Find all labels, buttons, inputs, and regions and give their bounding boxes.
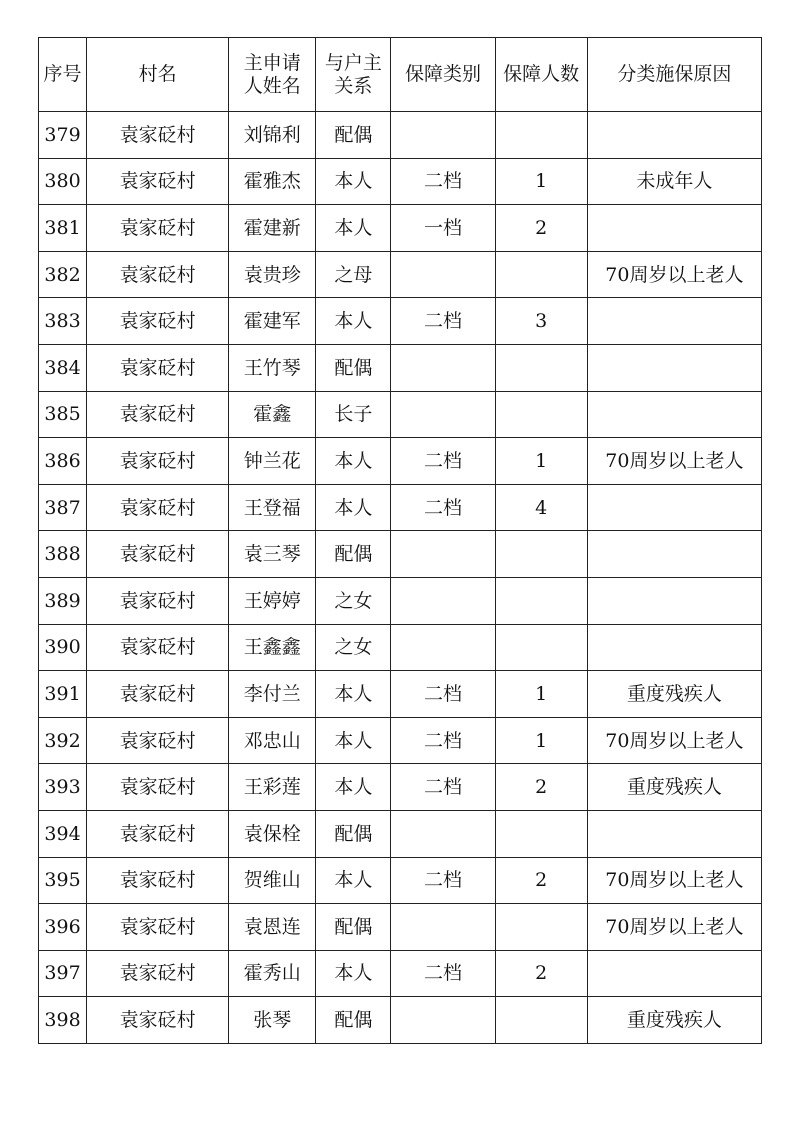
cell-category [391, 251, 495, 298]
cell-reason [587, 344, 761, 391]
cell-serial-number: 384 [39, 344, 87, 391]
header-serial-number: 序号 [39, 38, 87, 112]
cell-reason [587, 950, 761, 997]
table-row [39, 298, 762, 345]
cell-reason: 70周岁以上老人 [587, 438, 761, 485]
cell-village-name: 袁家砭村 [87, 205, 229, 252]
cell-applicant-name: 袁恩连 [229, 904, 316, 951]
cell-serial-number: 380 [39, 158, 87, 205]
cell-relation: 之女 [316, 577, 391, 624]
cell-category: 二档 [391, 438, 495, 485]
cell-category: 二档 [391, 717, 495, 764]
cell-village-name: 袁家砭村 [87, 717, 229, 764]
table-row [39, 531, 762, 578]
cell-relation: 配偶 [316, 904, 391, 951]
cell-relation: 本人 [316, 484, 391, 531]
cell-reason [587, 577, 761, 624]
cell-count: 1 [495, 717, 587, 764]
cell-reason: 重度残疾人 [587, 997, 761, 1044]
cell-reason: 70周岁以上老人 [587, 251, 761, 298]
table-row [39, 205, 762, 252]
cell-applicant-name: 霍建军 [229, 298, 316, 345]
table-row [39, 624, 762, 671]
header-category: 保障类别 [391, 38, 495, 112]
cell-village-name: 袁家砭村 [87, 251, 229, 298]
cell-category [391, 112, 495, 159]
cell-serial-number: 388 [39, 531, 87, 578]
cell-category: 二档 [391, 298, 495, 345]
header-reason: 分类施保原因 [587, 38, 761, 112]
cell-serial-number: 382 [39, 251, 87, 298]
table-row [39, 344, 762, 391]
table-row [39, 904, 762, 951]
cell-village-name: 袁家砭村 [87, 671, 229, 718]
cell-village-name: 袁家砭村 [87, 857, 229, 904]
cell-category: 一档 [391, 205, 495, 252]
table-body [39, 112, 762, 1044]
cell-relation: 配偶 [316, 531, 391, 578]
cell-serial-number: 398 [39, 997, 87, 1044]
cell-count: 1 [495, 671, 587, 718]
table-row [39, 764, 762, 811]
cell-category: 二档 [391, 671, 495, 718]
table-row [39, 158, 762, 205]
cell-count: 1 [495, 158, 587, 205]
cell-count [495, 997, 587, 1044]
cell-category [391, 577, 495, 624]
cell-serial-number: 397 [39, 950, 87, 997]
cell-applicant-name: 王彩莲 [229, 764, 316, 811]
cell-count [495, 531, 587, 578]
cell-serial-number: 385 [39, 391, 87, 438]
cell-relation: 配偶 [316, 112, 391, 159]
cell-relation: 本人 [316, 950, 391, 997]
header-village-name: 村名 [87, 38, 229, 112]
cell-relation: 之女 [316, 624, 391, 671]
cell-applicant-name: 袁保栓 [229, 810, 316, 857]
cell-village-name: 袁家砭村 [87, 904, 229, 951]
cell-relation: 配偶 [316, 344, 391, 391]
cell-applicant-name: 霍建新 [229, 205, 316, 252]
cell-category [391, 344, 495, 391]
cell-count: 3 [495, 298, 587, 345]
table-row [39, 391, 762, 438]
cell-count [495, 391, 587, 438]
cell-serial-number: 383 [39, 298, 87, 345]
cell-relation: 本人 [316, 158, 391, 205]
cell-count: 2 [495, 950, 587, 997]
cell-applicant-name: 王鑫鑫 [229, 624, 316, 671]
cell-village-name: 袁家砭村 [87, 577, 229, 624]
cell-serial-number: 394 [39, 810, 87, 857]
cell-relation: 本人 [316, 857, 391, 904]
header-count [495, 38, 587, 112]
cell-serial-number: 393 [39, 764, 87, 811]
cell-applicant-name: 张琴 [229, 997, 316, 1044]
cell-count: 4 [495, 484, 587, 531]
table-row [39, 997, 762, 1044]
cell-relation: 本人 [316, 298, 391, 345]
cell-serial-number: 396 [39, 904, 87, 951]
cell-category [391, 531, 495, 578]
cell-village-name: 袁家砭村 [87, 531, 229, 578]
cell-category: 二档 [391, 484, 495, 531]
header-row [39, 38, 762, 112]
social-assistance-table [38, 37, 762, 1044]
table-row [39, 577, 762, 624]
cell-relation: 本人 [316, 764, 391, 811]
cell-count [495, 904, 587, 951]
cell-applicant-name: 袁三琴 [229, 531, 316, 578]
cell-serial-number: 389 [39, 577, 87, 624]
cell-applicant-name: 王登福 [229, 484, 316, 531]
cell-village-name: 袁家砭村 [87, 810, 229, 857]
header-count-text: 保障人数 [503, 63, 580, 85]
header-applicant-name [229, 38, 316, 112]
cell-village-name: 袁家砭村 [87, 764, 229, 811]
cell-reason: 未成年人 [587, 158, 761, 205]
table-row [39, 112, 762, 159]
cell-relation: 长子 [316, 391, 391, 438]
cell-relation: 本人 [316, 438, 391, 485]
cell-count [495, 577, 587, 624]
table-row [39, 484, 762, 531]
cell-reason: 70周岁以上老人 [587, 857, 761, 904]
cell-category [391, 810, 495, 857]
cell-serial-number: 379 [39, 112, 87, 159]
cell-applicant-name: 贺维山 [229, 857, 316, 904]
cell-reason: 重度残疾人 [587, 671, 761, 718]
cell-count [495, 624, 587, 671]
cell-count [495, 810, 587, 857]
cell-category: 二档 [391, 950, 495, 997]
cell-applicant-name: 袁贵珍 [229, 251, 316, 298]
cell-applicant-name: 王竹琴 [229, 344, 316, 391]
cell-count [495, 251, 587, 298]
cell-applicant-name: 邓忠山 [229, 717, 316, 764]
table-row [39, 950, 762, 997]
cell-applicant-name: 李付兰 [229, 671, 316, 718]
cell-count [495, 112, 587, 159]
cell-applicant-name: 霍秀山 [229, 950, 316, 997]
cell-serial-number: 395 [39, 857, 87, 904]
cell-category [391, 904, 495, 951]
cell-village-name: 袁家砭村 [87, 484, 229, 531]
cell-village-name: 袁家砭村 [87, 438, 229, 485]
cell-reason [587, 484, 761, 531]
cell-reason [587, 391, 761, 438]
cell-category [391, 624, 495, 671]
cell-serial-number: 386 [39, 438, 87, 485]
cell-village-name: 袁家砭村 [87, 391, 229, 438]
cell-applicant-name: 霍鑫 [229, 391, 316, 438]
cell-village-name: 袁家砭村 [87, 344, 229, 391]
cell-village-name: 袁家砭村 [87, 950, 229, 997]
header-relation [316, 38, 391, 112]
cell-relation: 之母 [316, 251, 391, 298]
cell-reason [587, 205, 761, 252]
cell-category: 二档 [391, 764, 495, 811]
cell-reason [587, 112, 761, 159]
cell-count: 1 [495, 438, 587, 485]
cell-village-name: 袁家砭村 [87, 158, 229, 205]
cell-village-name: 袁家砭村 [87, 298, 229, 345]
table-row [39, 438, 762, 485]
table-row [39, 810, 762, 857]
cell-reason: 70周岁以上老人 [587, 717, 761, 764]
cell-reason: 重度残疾人 [587, 764, 761, 811]
table-row [39, 671, 762, 718]
cell-count: 2 [495, 205, 587, 252]
cell-relation: 本人 [316, 717, 391, 764]
cell-reason [587, 298, 761, 345]
cell-applicant-name: 刘锦利 [229, 112, 316, 159]
cell-reason [587, 531, 761, 578]
cell-village-name: 袁家砭村 [87, 624, 229, 671]
cell-village-name: 袁家砭村 [87, 112, 229, 159]
header-applicant-name-text: 主申请人姓名 [243, 51, 301, 97]
cell-applicant-name: 霍雅杰 [229, 158, 316, 205]
cell-applicant-name: 王婷婷 [229, 577, 316, 624]
cell-category [391, 997, 495, 1044]
cell-relation: 本人 [316, 671, 391, 718]
cell-applicant-name: 钟兰花 [229, 438, 316, 485]
header-relation-text: 与户主关系 [324, 51, 382, 97]
cell-relation: 配偶 [316, 810, 391, 857]
table-row [39, 251, 762, 298]
cell-count: 2 [495, 857, 587, 904]
cell-serial-number: 387 [39, 484, 87, 531]
cell-reason [587, 624, 761, 671]
cell-count [495, 344, 587, 391]
table-row [39, 717, 762, 764]
cell-relation: 本人 [316, 205, 391, 252]
cell-relation: 配偶 [316, 997, 391, 1044]
cell-reason: 70周岁以上老人 [587, 904, 761, 951]
cell-count: 2 [495, 764, 587, 811]
table-row [39, 857, 762, 904]
cell-category: 二档 [391, 857, 495, 904]
cell-reason [587, 810, 761, 857]
cell-serial-number: 391 [39, 671, 87, 718]
cell-serial-number: 390 [39, 624, 87, 671]
cell-category: 二档 [391, 158, 495, 205]
cell-serial-number: 392 [39, 717, 87, 764]
cell-village-name: 袁家砭村 [87, 997, 229, 1044]
cell-category [391, 391, 495, 438]
cell-serial-number: 381 [39, 205, 87, 252]
table-header [39, 38, 762, 112]
